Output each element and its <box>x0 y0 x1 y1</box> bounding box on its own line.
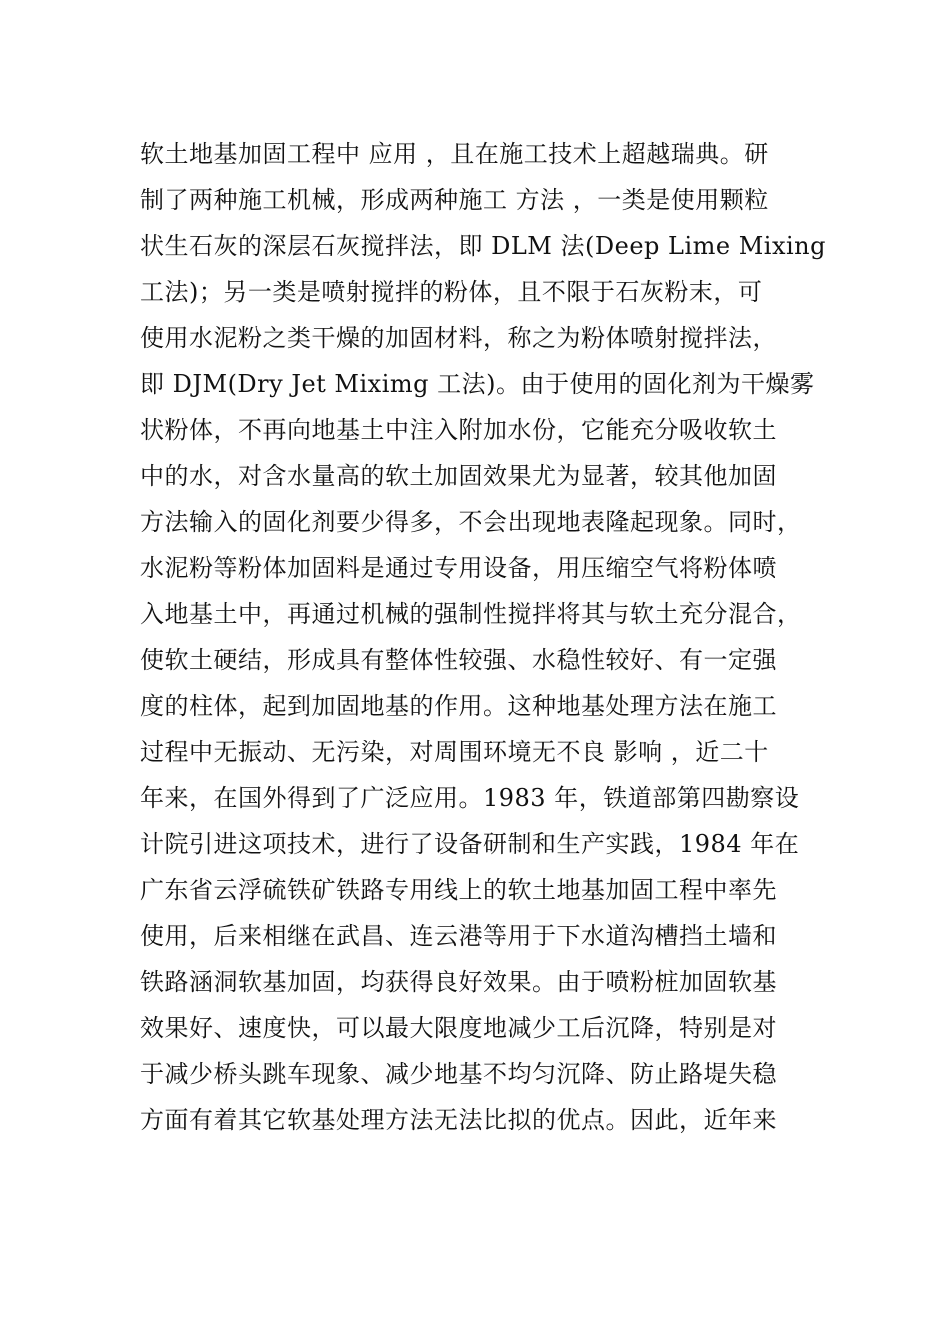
text-line: 铁路涵洞软基加固，均获得良好效果。由于喷粉桩加固软基 <box>140 968 777 996</box>
text-line: 使用水泥粉之类干燥的加固材料，称之为粉体喷射搅拌法， <box>140 324 777 352</box>
text-line: 方面有着其它软基处理方法无法比拟的优点。因此，近年来 <box>140 1106 777 1134</box>
text-line: 状生石灰的深层石灰搅拌法，即 DLM 法(Deep Lime Mixing <box>140 232 826 260</box>
text-line: 度的柱体，起到加固地基的作用。这种地基处理方法在施工 <box>140 692 777 720</box>
body-paragraph <box>140 131 826 1143</box>
text-line: 计院引进这项技术，进行了设备研制和生产实践，1984 年在 <box>140 830 800 858</box>
text-line: 广东省云浮硫铁矿铁路专用线上的软土地基加固工程中率先 <box>140 876 777 904</box>
text-line: 即 DJM(Dry Jet Miximg 工法)。由于使用的固化剂为干燥雾 <box>140 370 815 398</box>
text-line: 年来，在国外得到了广泛应用。1983 年，铁道部第四勘察设 <box>140 784 800 812</box>
text-line: 效果好、速度快，可以最大限度地减少工后沉降，特别是对 <box>140 1014 777 1042</box>
text-line: 中的水，对含水量高的软土加固效果尤为显著，较其他加固 <box>140 462 777 490</box>
text-line: 软土地基加固工程中 应用 ，且在施工技术上超越瑞典。研 <box>140 140 769 168</box>
text-line: 工法)；另一类是喷射搅拌的粉体，且不限于石灰粉末，可 <box>140 278 763 306</box>
text-line: 使用，后来相继在武昌、连云港等用于下水道沟槽挡土墙和 <box>140 922 777 950</box>
text-line: 方法输入的固化剂要少得多，不会出现地表隆起现象。同时， <box>140 508 802 536</box>
text-line: 制了两种施工机械，形成两种施工 方法 ，一类是使用颗粒 <box>140 186 769 214</box>
text-line: 使软土硬结，形成具有整体性较强、水稳性较好、有一定强 <box>140 646 777 674</box>
text-line: 于减少桥头跳车现象、减少地基不均匀沉降、防止路堤失稳 <box>140 1060 777 1088</box>
text-line: 入地基土中，再通过机械的强制性搅拌将其与软土充分混合， <box>140 600 802 628</box>
text-line: 水泥粉等粉体加固料是通过专用设备，用压缩空气将粉体喷 <box>140 554 777 582</box>
text-line: 过程中无振动、无污染，对周围环境无不良 影响 ，近二十 <box>140 738 769 766</box>
text-line: 状粉体，不再向地基土中注入附加水份，它能充分吸收软土 <box>140 416 777 444</box>
